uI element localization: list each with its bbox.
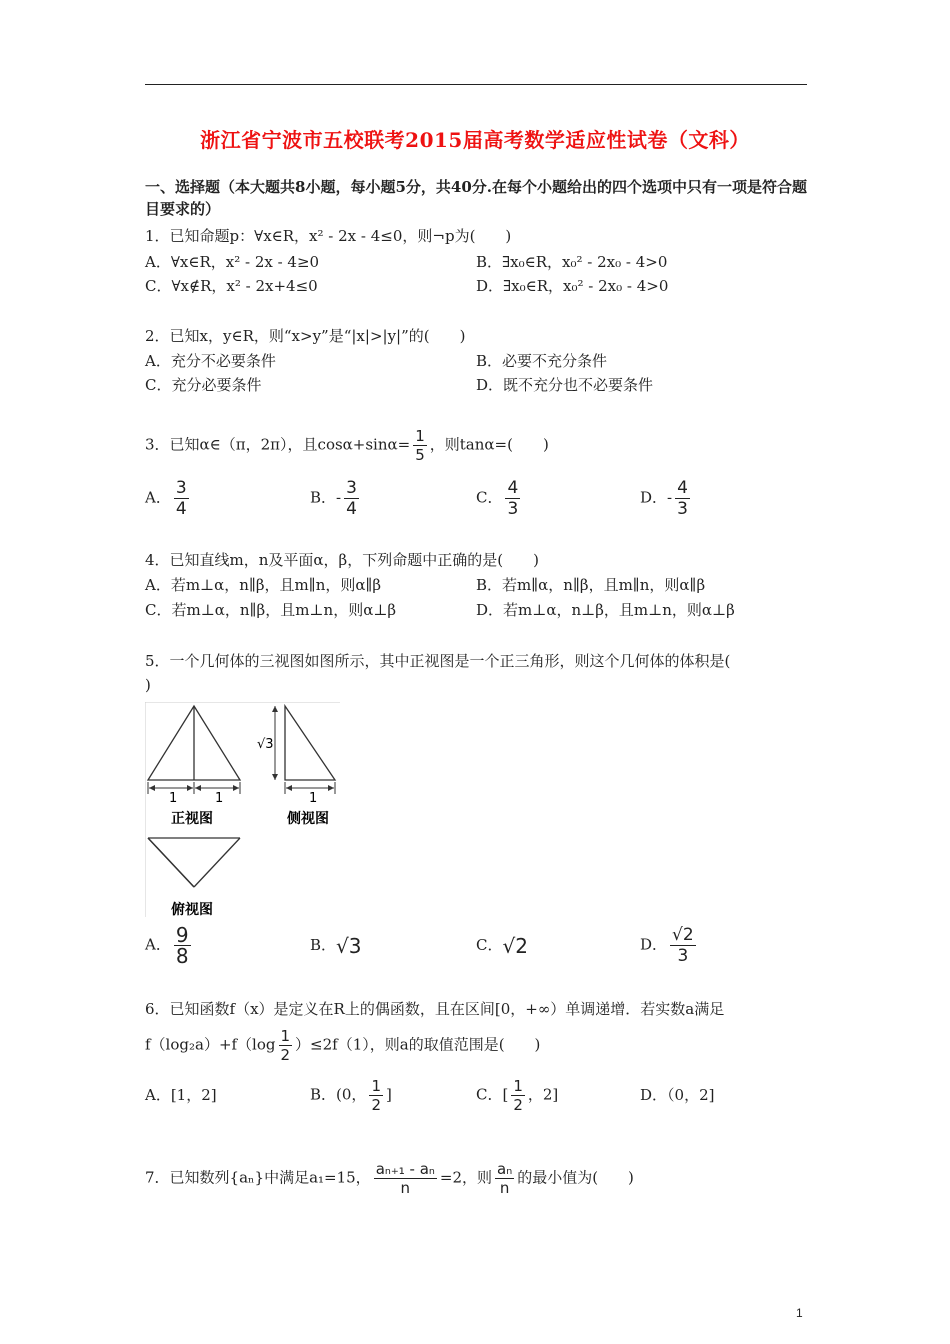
q2-option-d: D．既不充分也不必要条件 [476,376,654,394]
difference-fraction: $\frac{\text{aₙ₊₁ - aₙ}}{n}$ [375,1160,435,1197]
q6-option-d: D．（0，2] [640,1086,715,1104]
q5-option-c: C．√2 [476,934,528,958]
fraction: $\frac{1}{2}$ [513,1077,523,1114]
q1-option-c: C．∀x∉R，x² - 2x+4≤0 [145,277,318,295]
fraction: $\frac{9}{8}$ [175,923,189,968]
header-rule [145,84,807,85]
q1-stem: 1．已知命题p：∀x∈R，x² - 2x - 4≤0，则¬p为( ) [145,227,512,245]
top-view-label: 俯视图 [171,902,213,917]
q1-option-b: B．∃x₀∈R，x₀² - 2x₀ - 4>0 [476,253,668,271]
q6-option-b: B．(0， $\frac{1}{2}$ ] [310,1077,392,1114]
side-dim-height: √3 [257,737,274,752]
q1-option-a: A．∀x∈R，x² - 2x - 4≥0 [145,253,320,271]
side-dim-width: 1 [309,791,318,806]
q5-stem-cont: ) [145,676,151,694]
q5-stem: 5．一个几何体的三视图如图所示，其中正视图是一个正三角形，则这个几何体的体积是( [145,652,731,670]
q3-option-b: B．- $\frac{3}{4}$ [310,478,357,519]
section-heading: 一、选择题（本大题共8小题，每小题5分，共40分.在每个小题给出的四个选项中只有一项是符合题目要求的） [145,178,807,218]
q6-stem: 6．已知函数f（x）是定义在R上的偶函数，且在区间[0，+∞）单调递增．若实数a满足 [145,1000,725,1018]
log-base-fraction: $\frac{1}{2}$ [280,1027,291,1064]
front-dim-right: 1 [215,791,224,806]
front-dim-left: 1 [169,791,178,806]
q3-option-a: A． $\frac{3}{4}$ [145,478,187,519]
q6-stem-cont: f（log₂a）+f（log $\frac{1}{2}$ ）≤2f（1），则a的取值范围是( ) [145,1027,541,1064]
q2-option-a: A．充分不必要条件 [145,352,276,370]
q5-option-a: A． $\frac{9}{8}$ [145,923,189,968]
q4-option-c: C．若m⊥α，n∥β，且m⊥n，则α⊥β [145,601,397,619]
ratio-fraction: $\frac{\text{aₙ}}{n}$ [497,1160,513,1197]
page-number: 1 [796,1306,803,1320]
fraction: $\frac{4}{3}$ [507,478,519,519]
three-view-figure [145,702,340,917]
q5-option-d: D． $\frac{√2}{3}$ [640,925,694,966]
q3-stem: 3．已知α∈（π，2π），且cosα+sinα= $\frac{1}{5}$ ，则tanα=( ) [145,427,549,464]
fraction: $\frac{3}{4}$ [175,478,187,519]
page-title: 浙江省宁波市五校联考2015届高考数学适应性试卷（文科） [200,128,750,152]
fraction: $\frac{1}{2}$ [371,1077,381,1114]
q4-option-a: A．若m⊥α，n∥β，且m∥n，则α∥β [145,576,382,594]
q4-stem: 4．已知直线m，n及平面α，β，下列命题中正确的是( ) [145,551,539,569]
q4-option-d: D．若m⊥α，n⊥β，且m⊥n，则α⊥β [476,601,735,619]
q1-option-d: D．∃x₀∈R，x₀² - 2x₀ - 4>0 [476,277,669,295]
fraction: $\frac{3}{4}$ [346,478,357,519]
q2-option-b: B．必要不充分条件 [476,352,608,370]
fraction: $\frac{√2}{3}$ [672,925,694,966]
q3-option-c: C． $\frac{4}{3}$ [476,478,519,519]
q7-stem: 7．已知数列{aₙ}中满足a₁=15， $\frac{\text{aₙ₊₁ - aₙ}}{n}$ =2，则 $\frac{\text{aₙ}}{n}$ 的最小值为( ) [145,1160,634,1197]
fraction: $\frac{4}{3}$ [677,478,688,519]
q6-option-a: A．[1，2] [145,1086,217,1104]
q2-stem: 2．已知x，y∈R，则“x>y”是“|x|>|y|”的( ) [145,327,466,345]
q3-stem-fraction: $\frac{1}{5}$ [415,427,425,464]
q5-option-b: B．√3 [310,934,362,958]
side-view-label: 侧视图 [287,811,329,827]
q6-option-c: C．[ $\frac{1}{2}$ ，2] [476,1077,559,1114]
front-view-label: 正视图 [171,811,213,827]
q3-option-d: D．- $\frac{4}{3}$ [640,478,688,519]
q4-option-b: B．若m∥α，n∥β，且m∥n，则α∥β [476,576,706,594]
q2-option-c: C．充分必要条件 [145,376,262,394]
